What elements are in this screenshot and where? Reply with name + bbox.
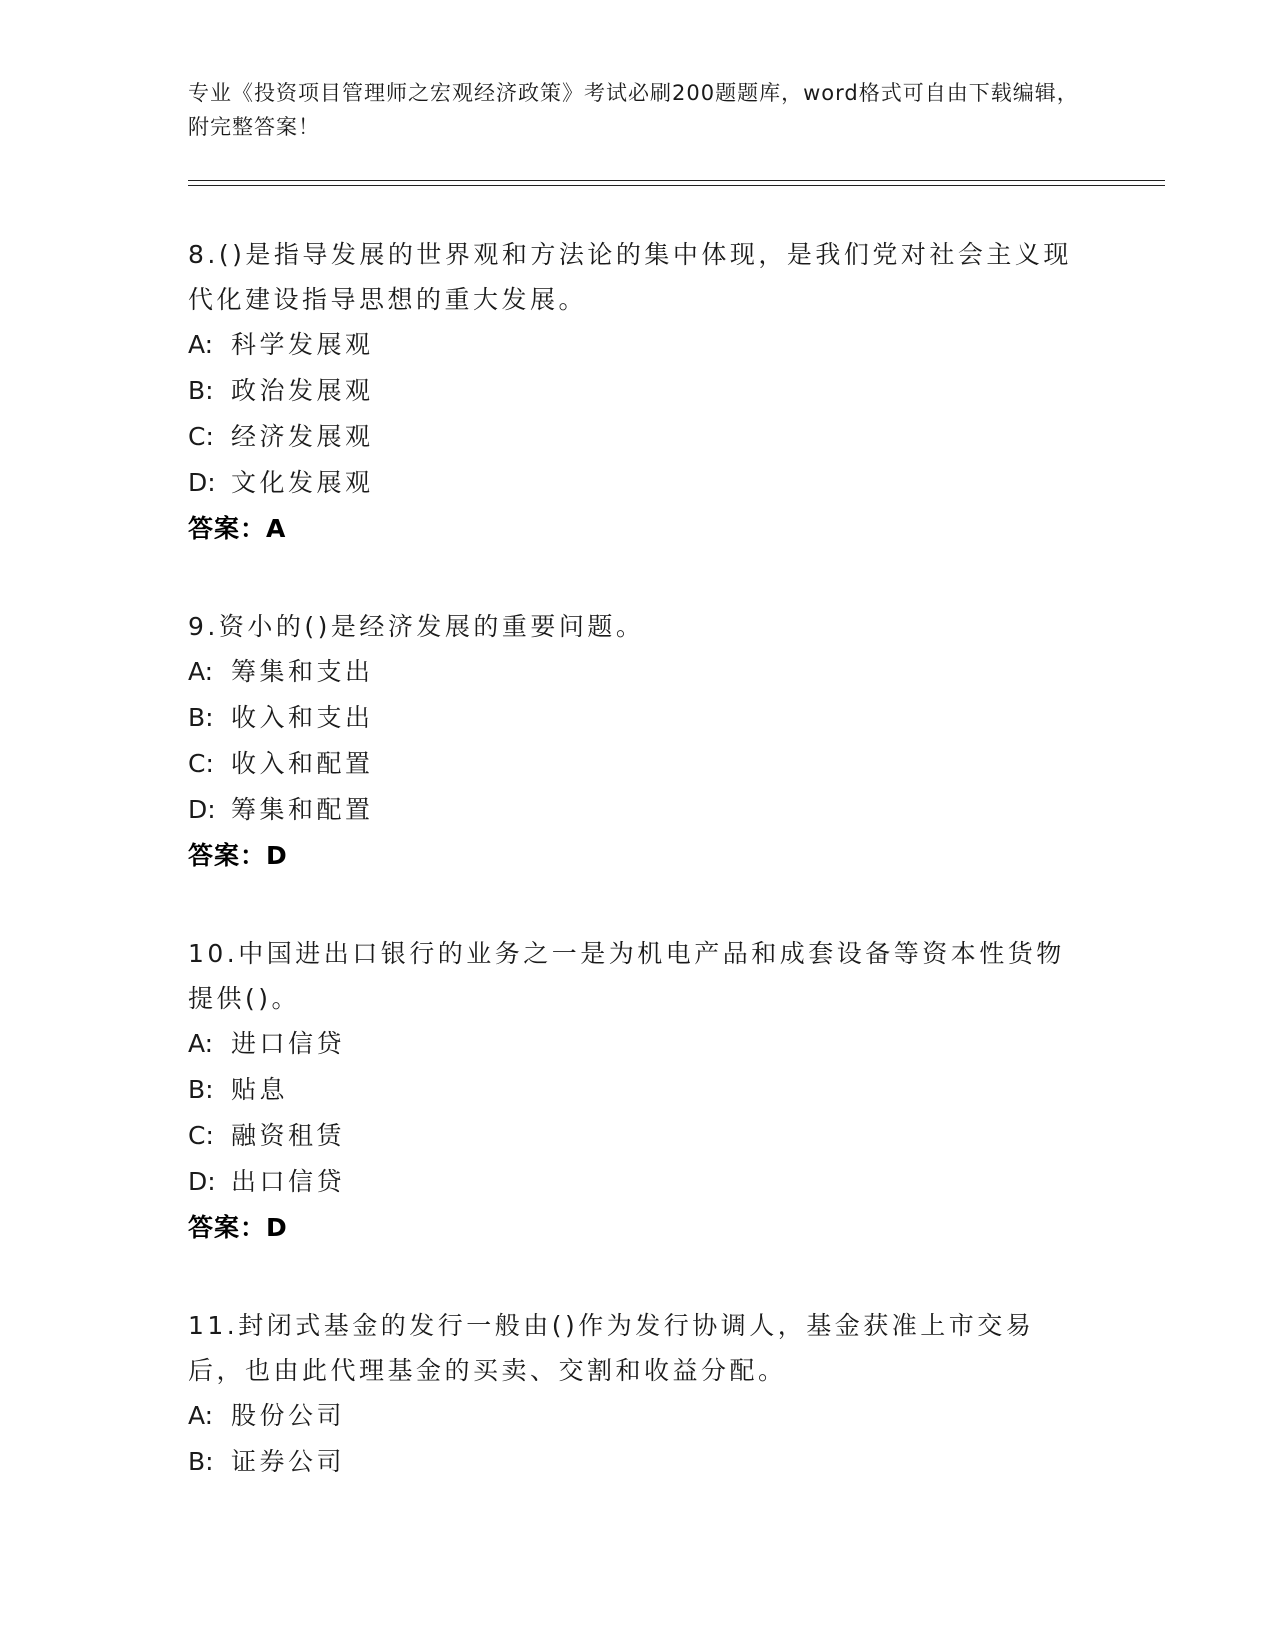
option-text: 融资租赁 bbox=[231, 1121, 346, 1150]
option-text: 收入和配置 bbox=[231, 749, 374, 778]
option-d bbox=[188, 1159, 1088, 1205]
option-letter: D: bbox=[188, 468, 216, 497]
option-c bbox=[188, 414, 1088, 460]
option-c bbox=[188, 741, 1088, 787]
question-stem: 10.中国进出口银行的业务之一是为机电产品和成套设备等资本性货物提供()。 bbox=[188, 939, 1065, 1013]
question-9 bbox=[188, 604, 1088, 879]
option-text: 证券公司 bbox=[231, 1447, 346, 1476]
option-d bbox=[188, 787, 1088, 833]
option-d bbox=[188, 460, 1088, 506]
answer-line: 答案：D bbox=[188, 1213, 288, 1242]
question-stem: 8.()是指导发展的世界观和方法论的集中体现，是我们党对社会主义现代化建设指导思想的重大发展。 bbox=[188, 240, 1072, 314]
option-text: 出口信贷 bbox=[231, 1167, 346, 1196]
option-letter: B: bbox=[188, 703, 214, 732]
option-text: 筹集和配置 bbox=[231, 795, 374, 824]
header-divider-top bbox=[188, 180, 1165, 181]
option-text: 文化发展观 bbox=[231, 468, 374, 497]
option-a bbox=[188, 1393, 1088, 1439]
question-stem: 11.封闭式基金的发行一般由()作为发行协调人，基金获准上市交易后，也由此代理基金的买卖、交割和收益分配。 bbox=[188, 1311, 1035, 1385]
option-b bbox=[188, 1067, 1088, 1113]
option-text: 进口信贷 bbox=[231, 1029, 346, 1058]
option-b bbox=[188, 1439, 1088, 1485]
question-11 bbox=[188, 1303, 1088, 1485]
option-letter: A: bbox=[188, 1401, 214, 1430]
option-letter: A: bbox=[188, 1029, 214, 1058]
option-c bbox=[188, 1113, 1088, 1159]
option-text: 收入和支出 bbox=[231, 703, 374, 732]
option-letter: C: bbox=[188, 1121, 214, 1150]
answer-line: 答案：A bbox=[188, 514, 287, 543]
option-text: 科学发展观 bbox=[231, 330, 374, 359]
option-letter: A: bbox=[188, 657, 214, 686]
option-a bbox=[188, 649, 1088, 695]
question-list bbox=[188, 232, 1088, 1537]
option-a bbox=[188, 322, 1088, 368]
option-letter: D: bbox=[188, 1167, 216, 1196]
option-a bbox=[188, 1021, 1088, 1067]
option-text: 股份公司 bbox=[231, 1401, 346, 1430]
option-letter: B: bbox=[188, 1075, 214, 1104]
option-text: 政治发展观 bbox=[231, 376, 374, 405]
answer-line: 答案：D bbox=[188, 841, 288, 870]
option-letter: C: bbox=[188, 749, 214, 778]
question-8 bbox=[188, 232, 1088, 552]
option-letter: D: bbox=[188, 795, 216, 824]
header-divider-bottom bbox=[188, 185, 1165, 186]
question-stem: 9.资小的()是经济发展的重要问题。 bbox=[188, 612, 645, 641]
document-header: 专业《投资项目管理师之宏观经济政策》考试必刷200题题库，word格式可自由下载编辑，附完整答案！ bbox=[188, 81, 1079, 139]
option-text: 经济发展观 bbox=[231, 422, 374, 451]
question-10 bbox=[188, 931, 1088, 1251]
option-text: 贴息 bbox=[231, 1075, 289, 1104]
option-letter: B: bbox=[188, 1447, 214, 1476]
option-text: 筹集和支出 bbox=[231, 657, 374, 686]
option-b bbox=[188, 695, 1088, 741]
option-letter: C: bbox=[188, 422, 214, 451]
option-b bbox=[188, 368, 1088, 414]
option-letter: B: bbox=[188, 376, 214, 405]
option-letter: A: bbox=[188, 330, 214, 359]
